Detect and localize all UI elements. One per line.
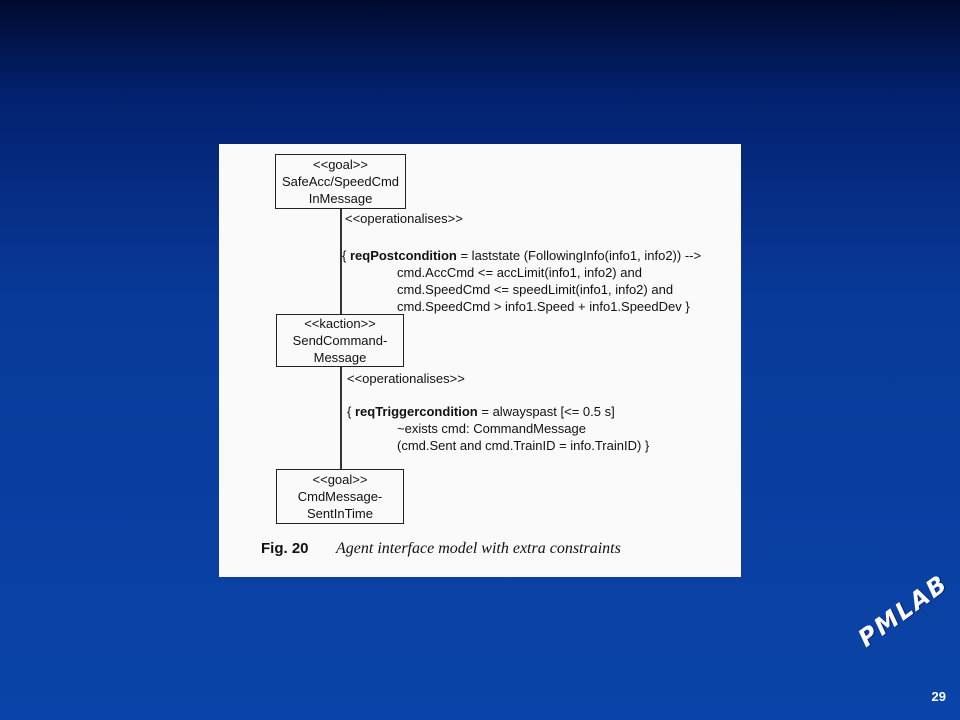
link1-line: cmd.AccCmd <= accLimit(info1, info2) and (397, 265, 642, 280)
caption-text: Agent interface model with extra constraints (336, 540, 621, 557)
box-stereotype: <<goal>> (313, 157, 368, 172)
figure (219, 144, 741, 577)
condition-keyword: reqPostcondition (349, 248, 457, 263)
box-line: InMessage (308, 191, 373, 206)
link1-line: cmd.SpeedCmd > info1.Speed + info1.SpeedDev } (397, 299, 690, 314)
box-stereotype: <<goal>> (312, 472, 368, 487)
goal-box-top (275, 154, 406, 209)
link2-stereotype: <<operationalises>> (347, 371, 465, 386)
link2-line: (cmd.Sent and cmd.TrainID = info.TrainID) } (397, 438, 650, 453)
connector-line-bottom (340, 366, 342, 470)
goal-box-bottom (276, 469, 404, 524)
box-line: Message (313, 350, 367, 365)
caption-label: Fig. 20 (261, 540, 309, 557)
link1-condition (342, 247, 701, 264)
kaction-box (276, 314, 404, 367)
box-line: SentInTime (307, 506, 373, 521)
condition-rest: = laststate (FollowingInfo(info1, info2)) --> (456, 248, 702, 263)
box-line: SafeAcc/SpeedCmd (281, 174, 400, 189)
brace-open: { (347, 404, 355, 419)
box-line: CmdMessage- (297, 489, 383, 504)
pmlab-logo: PMLAB (853, 569, 954, 653)
box-line: SendCommand- (292, 333, 388, 348)
link1-line: cmd.SpeedCmd <= speedLimit(info1, info2) and (397, 282, 674, 297)
condition-rest: = alwayspast [<= 0.5 s] (477, 404, 615, 419)
brace-open: { (342, 248, 350, 263)
link2-line: ~exists cmd: CommandMessage (397, 421, 586, 436)
link2-condition (347, 403, 615, 420)
link1-stereotype: <<operationalises>> (345, 211, 463, 226)
condition-keyword: reqTriggercondition (354, 404, 478, 419)
box-stereotype: <<kaction>> (304, 316, 376, 331)
page-number: 29 (931, 689, 946, 704)
